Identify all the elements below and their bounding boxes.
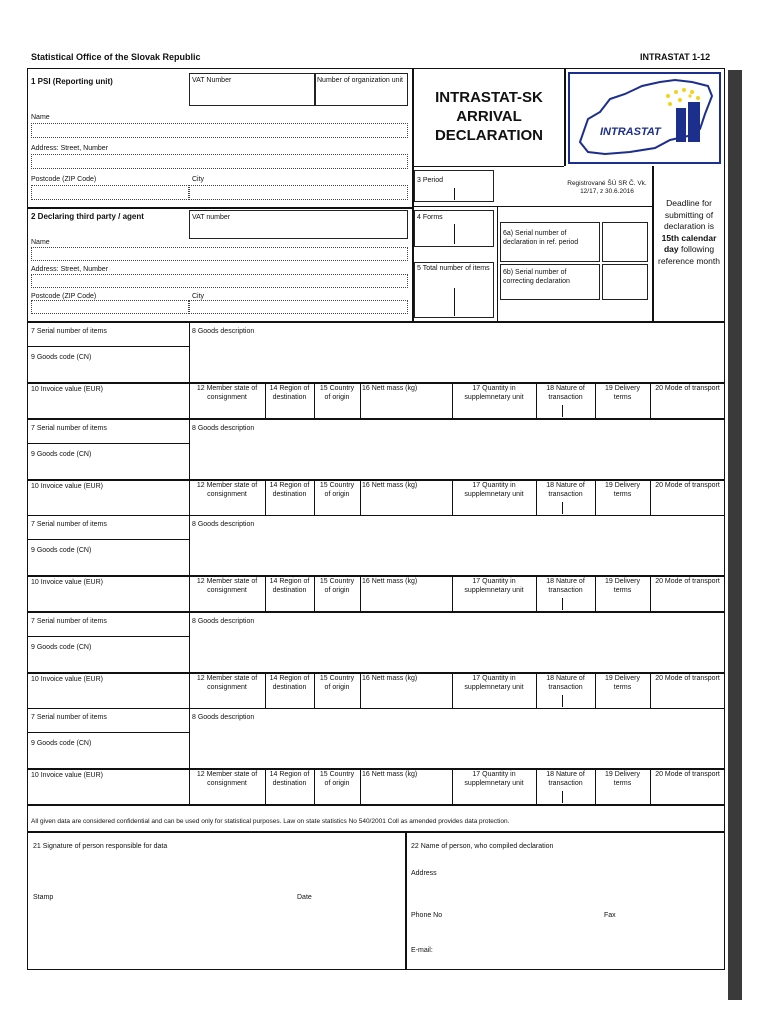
quantity-input[interactable] <box>453 595 535 611</box>
transport-label: 20 Mode of transport <box>655 385 720 392</box>
agent-name-input[interactable] <box>31 247 408 261</box>
goods-description-label: 8 Goods description <box>192 425 255 432</box>
delivery-label: 19 Delivery terms <box>604 675 640 691</box>
quantity-label: 17 Quantity in supplemnetary unit <box>464 482 524 498</box>
period-label: 3 Period <box>417 177 444 184</box>
region-label: 14 Region of destination <box>269 385 310 401</box>
transport-input[interactable] <box>651 595 724 611</box>
transport-label: 20 Mode of transport <box>655 771 720 778</box>
psi-title: 1 PSI (Reporting unit) <box>31 77 113 86</box>
nature-input[interactable] <box>537 402 594 418</box>
country-input[interactable] <box>315 402 359 418</box>
form-code: INTRASTAT 1-12 <box>640 52 711 62</box>
city-label: City <box>192 176 205 183</box>
mass-label: 16 Nett mass (kg) <box>362 675 418 682</box>
agent-postcode-input[interactable] <box>31 300 189 314</box>
registration-note: Registrované ŠÚ SR Č. Vk. 12/17, z 30.6.2016 <box>567 180 647 195</box>
country-label: 15 Country of origin <box>319 482 355 498</box>
serial-ref-value-field[interactable] <box>602 222 648 262</box>
compiler-address-label: Address <box>411 870 437 877</box>
country-input[interactable] <box>315 595 359 611</box>
serial-corr-value-field[interactable] <box>602 264 648 300</box>
postcode-input[interactable] <box>31 185 189 200</box>
date-label: Date <box>297 894 312 901</box>
total-items-label: 5 Total number of items <box>417 265 490 272</box>
delivery-label: 19 Delivery terms <box>604 482 640 498</box>
compiler-label: 22 Name of person, who compiled declaration <box>411 843 554 850</box>
invoice-value-label: 10 Invoice value (EUR) <box>31 676 103 683</box>
agent-city-label: City <box>192 293 205 300</box>
mass-label: 16 Nett mass (kg) <box>362 578 418 585</box>
transport-input[interactable] <box>651 499 724 515</box>
mass-label: 16 Nett mass (kg) <box>362 771 418 778</box>
transport-label: 20 Mode of transport <box>655 578 720 585</box>
goods-description-label: 8 Goods description <box>192 618 255 625</box>
goods-description-input[interactable] <box>190 708 725 768</box>
region-input[interactable] <box>266 692 313 708</box>
deadline-text-2: following reference month <box>658 244 720 266</box>
postcode-label: Postcode (ZIP Code) <box>31 176 97 183</box>
serial-items-label: 7 Serial number of items <box>31 618 107 625</box>
page-edge-bar <box>728 70 742 1000</box>
member-state-input[interactable] <box>190 402 264 418</box>
declaration-title-1: INTRASTAT-SK <box>435 89 543 106</box>
region-label: 14 Region of destination <box>269 675 310 691</box>
mass-input[interactable] <box>361 499 451 515</box>
country-label: 15 Country of origin <box>319 385 355 401</box>
fax-label: Fax <box>604 912 616 919</box>
mass-input[interactable] <box>361 692 451 708</box>
mass-label: 16 Nett mass (kg) <box>362 385 418 392</box>
phone-label: Phone No <box>411 912 443 919</box>
vat-label: VAT Number <box>192 77 232 84</box>
serial-ref-label: 6a) Serial number of declaration in ref. period <box>503 230 579 246</box>
logo-text: INTRASTAT <box>600 126 661 138</box>
name-label: Name <box>31 114 50 121</box>
nature-label: 18 Nature of transaction <box>546 482 585 498</box>
quantity-label: 17 Quantity in supplemnetary unit <box>464 771 524 787</box>
agent-city-input[interactable] <box>189 300 408 314</box>
agent-name-label: Name <box>31 239 50 246</box>
invoice-value-input[interactable] <box>27 769 189 805</box>
region-input[interactable] <box>266 788 313 804</box>
member-state-label: 12 Member state of consignment <box>196 675 258 691</box>
deadline-bold: 15th calendar day <box>661 232 717 254</box>
delivery-label: 19 Delivery terms <box>604 771 640 787</box>
delivery-label: 19 Delivery terms <box>604 578 640 594</box>
goods-code-label: 9 Goods code (CN) <box>31 740 92 747</box>
mass-label: 16 Nett mass (kg) <box>362 482 418 489</box>
forms-label: 4 Forms <box>417 214 443 221</box>
region-label: 14 Region of destination <box>269 578 310 594</box>
invoice-value-input[interactable] <box>27 673 189 709</box>
country-label: 15 Country of origin <box>319 578 355 594</box>
deadline-note <box>655 198 723 267</box>
goods-description-input[interactable] <box>190 322 725 382</box>
transport-input[interactable] <box>651 692 724 708</box>
goods-description-input[interactable] <box>190 515 725 575</box>
goods-description-input[interactable] <box>190 419 725 479</box>
goods-code-label: 9 Goods code (CN) <box>31 644 92 651</box>
invoice-value-label: 10 Invoice value (EUR) <box>31 772 103 779</box>
footer-section <box>27 805 725 970</box>
slovakia-map-icon <box>570 74 719 162</box>
delivery-input[interactable] <box>596 692 649 708</box>
goods-code-label: 9 Goods code (CN) <box>31 451 92 458</box>
region-input[interactable] <box>266 402 313 418</box>
mass-input[interactable] <box>361 402 451 418</box>
quantity-label: 17 Quantity in supplemnetary unit <box>464 675 524 691</box>
office-title: Statistical Office of the Slovak Republic <box>31 52 201 62</box>
transport-input[interactable] <box>651 788 724 804</box>
country-label: 15 Country of origin <box>319 771 355 787</box>
stamp-label: Stamp <box>33 894 54 901</box>
nature-label: 18 Nature of transaction <box>546 771 585 787</box>
delivery-input[interactable] <box>596 788 649 804</box>
invoice-value-label: 10 Invoice value (EUR) <box>31 386 103 393</box>
member-state-input[interactable] <box>190 788 264 804</box>
nature-input[interactable] <box>537 692 594 708</box>
region-input[interactable] <box>266 499 313 515</box>
country-label: 15 Country of origin <box>319 675 355 691</box>
transport-input[interactable] <box>651 402 724 418</box>
quantity-input[interactable] <box>453 692 535 708</box>
agent-address-label: Address: Street, Number <box>31 266 109 273</box>
goods-description-label: 8 Goods description <box>192 714 255 721</box>
email-label: E-mail: <box>411 947 433 954</box>
intrastat-logo <box>568 72 721 164</box>
nature-label: 18 Nature of transaction <box>546 385 585 401</box>
confidential-note: All given data are considered confidential and can be used only for statistical purposes. Law on state statistics No 540/2001 Coll as amended provides data protection. <box>31 818 510 825</box>
goods-description-label: 8 Goods description <box>192 521 255 528</box>
goods-code-label: 9 Goods code (CN) <box>31 354 92 361</box>
agent-address-input[interactable] <box>31 274 408 288</box>
nature-input[interactable] <box>537 788 594 804</box>
agent-postcode-label: Postcode (ZIP Code) <box>31 293 97 300</box>
declaration-title-3: DECLARATION <box>434 127 544 144</box>
city-input[interactable] <box>189 185 408 200</box>
country-input[interactable] <box>315 499 359 515</box>
signature-label: 21 Signature of person responsible for data <box>33 843 168 850</box>
deadline-text-1: Deadline for submitting of declaration is <box>663 198 715 231</box>
goods-description-label: 8 Goods description <box>192 328 255 335</box>
invoice-value-label: 10 Invoice value (EUR) <box>31 579 103 586</box>
member-state-label: 12 Member state of consignment <box>196 578 258 594</box>
quantity-label: 17 Quantity in supplemnetary unit <box>464 578 524 594</box>
quantity-input[interactable] <box>453 499 535 515</box>
serial-items-label: 7 Serial number of items <box>31 521 107 528</box>
goods-code-label: 9 Goods code (CN) <box>31 547 92 554</box>
address-label: Address: Street, Number <box>31 145 109 152</box>
country-input[interactable] <box>315 788 359 804</box>
mass-input[interactable] <box>361 595 451 611</box>
country-input[interactable] <box>315 692 359 708</box>
member-state-input[interactable] <box>190 595 264 611</box>
name-input[interactable] <box>31 123 408 138</box>
invoice-value-label: 10 Invoice value (EUR) <box>31 483 103 490</box>
serial-items-label: 7 Serial number of items <box>31 714 107 721</box>
serial-items-label: 7 Serial number of items <box>31 425 107 432</box>
delivery-input[interactable] <box>596 499 649 515</box>
serial-corr-label: 6b) Serial number of correcting declaration <box>503 269 570 285</box>
quantity-input[interactable] <box>453 402 535 418</box>
region-input[interactable] <box>266 595 313 611</box>
member-state-input[interactable] <box>190 499 264 515</box>
member-state-label: 12 Member state of consignment <box>196 771 258 787</box>
nature-input[interactable] <box>537 499 594 515</box>
transport-label: 20 Mode of transport <box>655 482 720 489</box>
member-state-label: 12 Member state of consignment <box>196 482 258 498</box>
quantity-label: 17 Quantity in supplemnetary unit <box>464 385 524 401</box>
nature-input[interactable] <box>537 595 594 611</box>
member-state-input[interactable] <box>190 692 264 708</box>
agent-vat-label: VAT number <box>192 214 231 221</box>
declaration-title-2: ARRIVAL <box>456 108 522 125</box>
invoice-value-input[interactable] <box>27 383 189 419</box>
nature-label: 18 Nature of transaction <box>546 675 585 691</box>
delivery-input[interactable] <box>596 595 649 611</box>
address-input[interactable] <box>31 154 408 169</box>
member-state-label: 12 Member state of consignment <box>196 385 258 401</box>
invoice-value-input[interactable] <box>27 480 189 516</box>
region-label: 14 Region of destination <box>269 482 310 498</box>
serial-items-label: 7 Serial number of items <box>31 328 107 335</box>
goods-description-input[interactable] <box>190 612 725 672</box>
region-label: 14 Region of destination <box>269 771 310 787</box>
org-unit-label: Number of organization unit <box>317 77 403 84</box>
delivery-input[interactable] <box>596 402 649 418</box>
transport-label: 20 Mode of transport <box>655 675 720 682</box>
mass-input[interactable] <box>361 788 451 804</box>
nature-label: 18 Nature of transaction <box>546 578 585 594</box>
delivery-label: 19 Delivery terms <box>604 385 640 401</box>
quantity-input[interactable] <box>453 788 535 804</box>
invoice-value-input[interactable] <box>27 576 189 612</box>
agent-title: 2 Declaring third party / agent <box>31 212 144 221</box>
